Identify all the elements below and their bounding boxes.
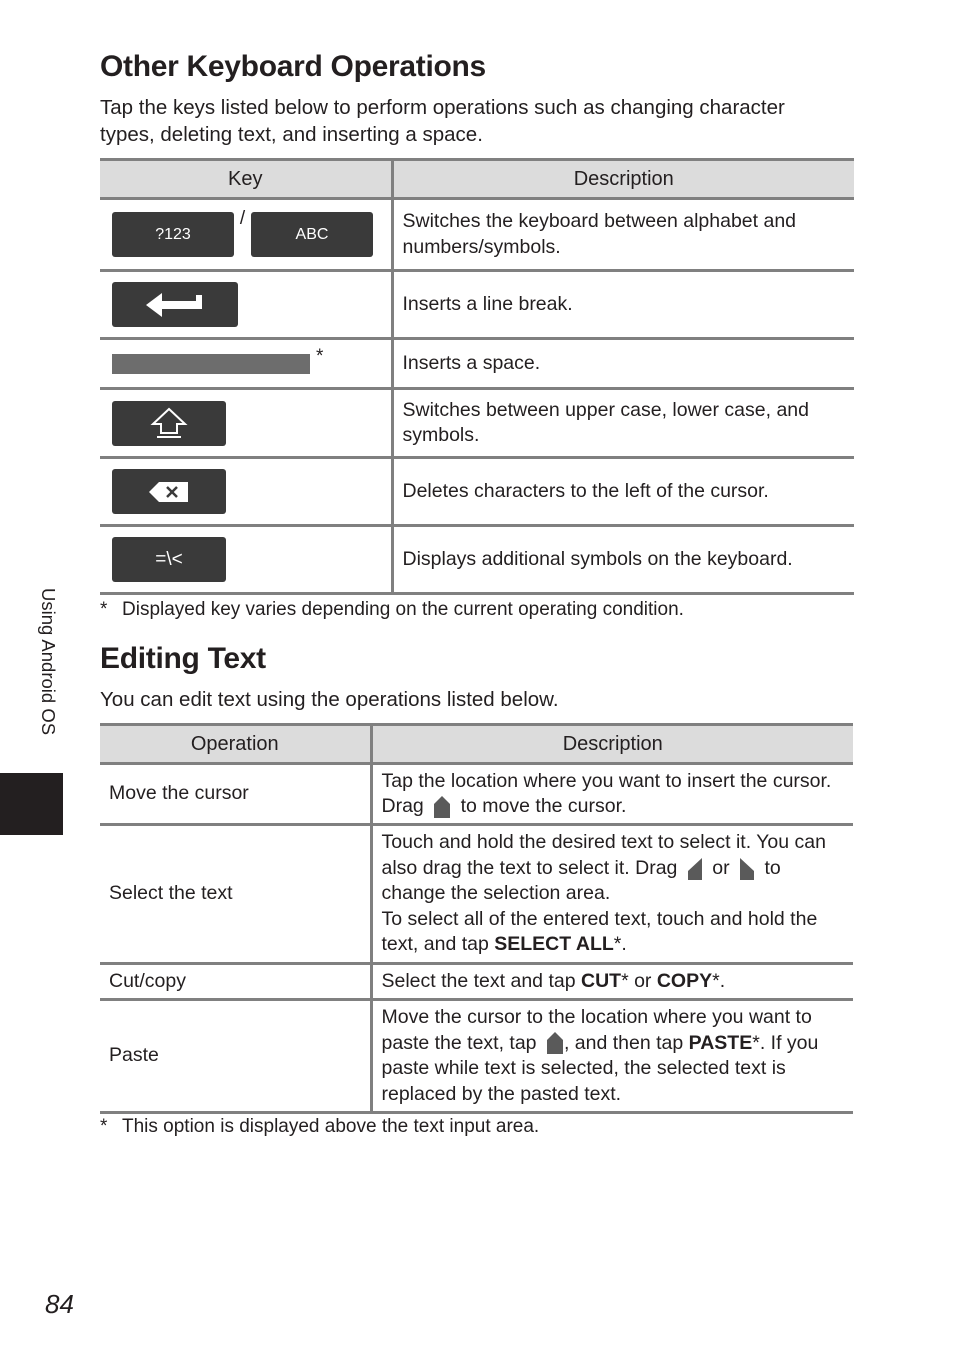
key-column-header: Key (100, 160, 392, 199)
table-row (100, 271, 854, 339)
table-row (100, 764, 853, 825)
cursor-handle-icon (433, 795, 451, 819)
description-text: *. If you paste while text is selected, the selected text is replaced by the pasted text. (381, 1031, 819, 1105)
description-text: or (712, 856, 730, 879)
table-row (100, 458, 854, 526)
cursor-handle-icon (546, 1031, 564, 1055)
description-text: Select the text and tap (381, 969, 576, 992)
table-row (100, 1000, 853, 1113)
description-column-header: Description (371, 725, 853, 764)
key-cell (100, 339, 392, 389)
chapter-side-label: Using Android OS (38, 588, 59, 736)
paste-label: PASTE (688, 1031, 753, 1054)
description-cell (371, 825, 853, 964)
operation-cell: Cut/copy (100, 964, 371, 1000)
space-bar-icon (112, 354, 310, 374)
key-cell (100, 458, 392, 526)
numbers-key: ?123 (112, 212, 234, 257)
description-text: to move the cursor. (460, 795, 627, 817)
description-cell (371, 1000, 853, 1113)
description-text: , and then tap (563, 1031, 684, 1054)
operation-column-header: Operation (100, 725, 371, 764)
description-text: To select all of the entered text, touch and hold the text, and tap (381, 907, 818, 956)
enter-arrow-icon (144, 291, 206, 319)
alphabet-key: ABC (251, 212, 373, 257)
description-text: * or (621, 969, 652, 992)
keyboard-operations-table (100, 158, 854, 595)
backspace-icon (148, 480, 190, 504)
footnote-star: * (100, 599, 108, 620)
copy-label: COPY (656, 969, 713, 992)
editing-footnote (100, 1116, 539, 1138)
key-separator: / (239, 208, 246, 229)
editing-section-intro: You can edit text using the operations listed below. (100, 688, 559, 711)
description-text: Touch and hold the desired text to select it. You can also drag the text to select it. Drag (381, 831, 826, 879)
editing-operations-table (100, 723, 853, 1114)
enter-key (112, 282, 238, 327)
description-cell: Switches between upper case, lower case, and symbols. (392, 389, 854, 458)
description-text: Tap the location where you want to insert the cursor. Drag (381, 769, 832, 817)
editing-section-title: Editing Text (100, 642, 266, 675)
key-cell (100, 526, 392, 594)
description-cell (371, 764, 853, 825)
description-text: to change the selection area. (381, 856, 781, 905)
right-handle-icon (739, 857, 755, 881)
description-text: *. (613, 933, 627, 956)
description-cell: Displays additional symbols on the keyboard. (392, 526, 854, 594)
shift-arrow-icon (149, 406, 189, 440)
operation-cell: Paste (100, 1000, 371, 1113)
operation-cell: Move the cursor (100, 764, 371, 825)
footnote-star: * (100, 1116, 108, 1137)
keyboard-footnote (100, 599, 684, 621)
table-row (100, 526, 854, 594)
left-handle-icon (687, 857, 703, 881)
backspace-key (112, 469, 226, 514)
description-text: Move the cursor to the location where you want to paste the text, tap (381, 1006, 812, 1054)
description-cell: Deletes characters to the left of the cursor. (392, 458, 854, 526)
footnote-text: Displayed key varies depending on the current operating condition. (122, 599, 684, 620)
key-cell (100, 271, 392, 339)
description-text: *. (712, 969, 726, 992)
symbols-key: =\< (112, 537, 226, 582)
description-cell: Switches the keyboard between alphabet and numbers/symbols. (392, 199, 854, 271)
table-row (100, 964, 853, 1000)
footnote-text: This option is displayed above the text input area. (122, 1116, 540, 1137)
keyboard-section-title: Other Keyboard Operations (100, 50, 486, 83)
table-row (100, 199, 854, 271)
operation-cell: Select the text (100, 825, 371, 964)
cut-label: CUT (580, 969, 622, 992)
shift-key (112, 401, 226, 446)
key-cell (100, 389, 392, 458)
table-row (100, 825, 853, 964)
description-cell (371, 964, 853, 1000)
key-cell (100, 199, 392, 271)
description-cell: Inserts a space. (392, 339, 854, 389)
select-all-label: SELECT ALL (494, 933, 614, 956)
chapter-tab-marker (0, 773, 63, 835)
keyboard-section-intro: Tap the keys listed below to perform operations such as changing character types, deleting text, and inserting a space. (100, 96, 785, 146)
page-number: 84 (45, 1289, 74, 1319)
table-row (100, 339, 854, 389)
description-column-header: Description (392, 160, 854, 199)
table-row (100, 389, 854, 458)
description-cell: Inserts a line break. (392, 271, 854, 339)
footnote-marker: * (316, 346, 324, 367)
